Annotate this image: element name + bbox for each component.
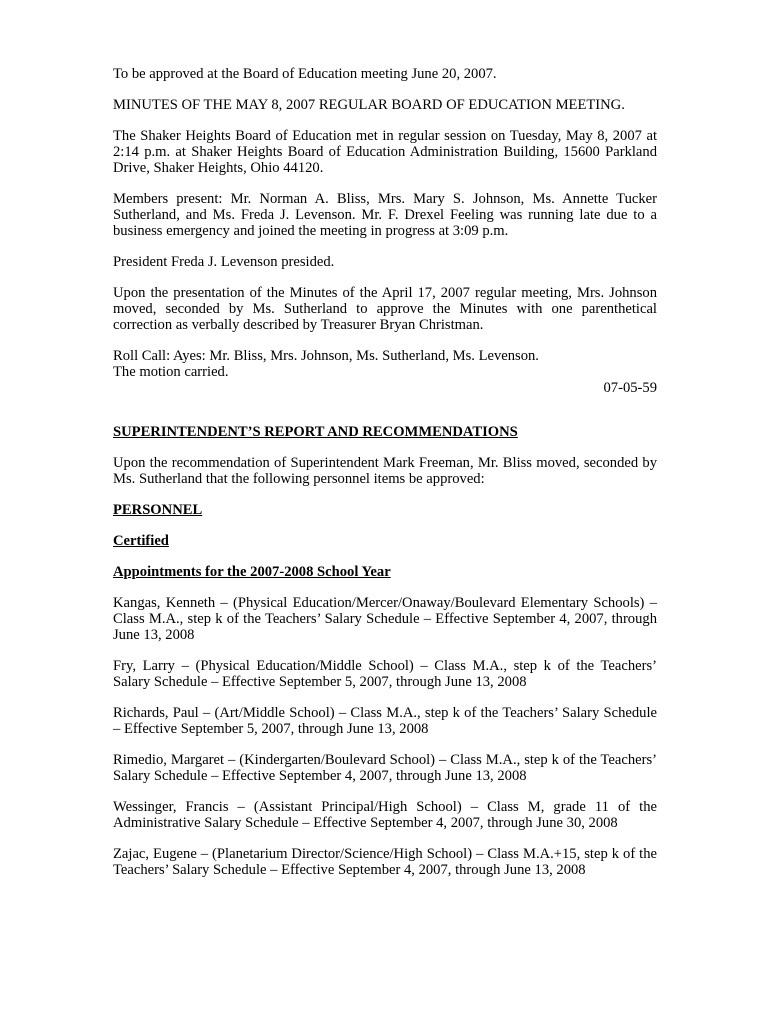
minutes-title: MINUTES OF THE MAY 8, 2007 REGULAR BOARD OF EDUCATION MEETING. (113, 97, 625, 113)
document-page (113, 66, 657, 893)
session-paragraph: The Shaker Heights Board of Education met in regular session on Tuesday, May 8, 2007 at 2:14 p.m. at Shaker Heights Board of Education Administration Building, 15600 Parkland Drive, Shaker Heights, Ohio 44120. (113, 128, 657, 176)
appointments-heading: Appointments for the 2007-2008 School Year (113, 564, 391, 580)
appointment-entry: Wessinger, Francis – (Assistant Principal/High School) – Class M, grade 11 of the Administrative Salary Schedule – Effective September 4, 2007, through June 30, 2008 (113, 799, 657, 831)
appointment-entry: Rimedio, Margaret – (Kindergarten/Boulevard School) – Class M.A., step k of the Teachers’ Salary Schedule – Effective September 4, 2007, through June 13, 2008 (113, 752, 657, 784)
motion-result-line: The motion carried. (113, 364, 229, 380)
roll-call-line: Roll Call: Ayes: Mr. Bliss, Mrs. Johnson, Ms. Sutherland, Ms. Levenson. (113, 348, 539, 364)
appointment-entry: Kangas, Kenneth – (Physical Education/Mercer/Onaway/Boulevard Elementary Schools) – Class M.A., step k of the Teachers’ Salary Schedule – Effective September 4, 2007, through June 13, 2008 (113, 595, 657, 643)
certified-subheading: Certified (113, 533, 169, 549)
members-present-paragraph: Members present: Mr. Norman A. Bliss, Mrs. Mary S. Johnson, Ms. Annette Tucker Sutherland, and Ms. Freda J. Levenson. Mr. F. Drexel Feeling was running late due to a business emergency and joined the meeting in progress at 3:09 p.m. (113, 191, 657, 239)
personnel-heading: PERSONNEL (113, 502, 203, 518)
superintendent-report-heading: SUPERINTENDENT’S REPORT AND RECOMMENDATIONS (113, 424, 518, 440)
resolution-code: 07-05-59 (603, 380, 657, 396)
superintendent-recommendation: Upon the recommendation of Superintendent Mark Freeman, Mr. Bliss moved, seconded by Ms. Sutherland that the following personnel items be approved: (113, 455, 657, 487)
appointment-entry: Fry, Larry – (Physical Education/Middle School) – Class M.A., step k of the Teachers’ Salary Schedule – Effective September 5, 2007, through June 13, 2008 (113, 658, 657, 690)
appointment-entry: Richards, Paul – (Art/Middle School) – Class M.A., step k of the Teachers’ Salary Schedule – Effective September 5, 2007, through June 13, 2008 (113, 705, 657, 737)
appointment-entry: Zajac, Eugene – (Planetarium Director/Science/High School) – Class M.A.+15, step k of the Teachers’ Salary Schedule – Effective September 4, 2007, through June 13, 2008 (113, 846, 657, 878)
approval-note: To be approved at the Board of Education meeting June 20, 2007. (113, 66, 497, 82)
presided-paragraph: President Freda J. Levenson presided. (113, 254, 335, 270)
minutes-motion-paragraph: Upon the presentation of the Minutes of the April 17, 2007 regular meeting, Mrs. Johnson moved, seconded by Ms. Sutherland to approve the Minutes with one parenthetical correction as verbally described by Treasurer Bryan Christman. (113, 285, 657, 333)
